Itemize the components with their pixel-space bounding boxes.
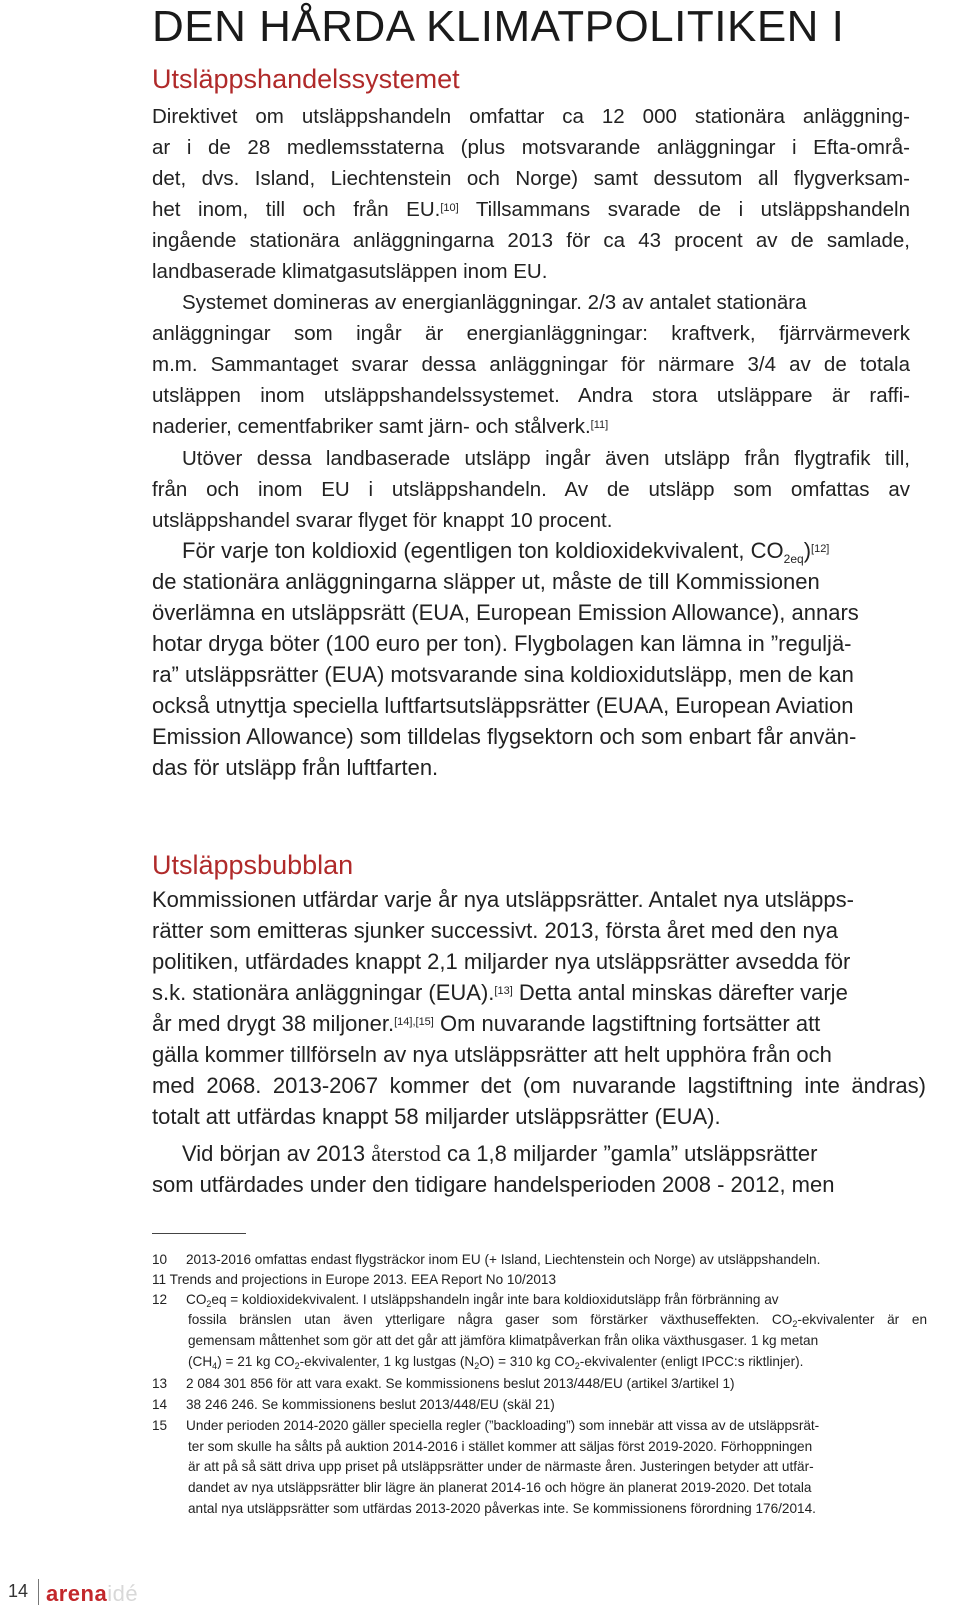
paragraph-line: het inom, till och från EU.[10] Tillsammans svarade de i utsläppshandeln bbox=[152, 198, 910, 221]
footnote-13: 13 2 084 301 856 för att vara exakt. Se kommissionens beslut 2013/448/EU (artikel 3/artikel 1) bbox=[152, 1376, 735, 1391]
paragraph-line: också utnyttja speciella luftfartsutsläppsrätter (EUAA, European Aviation bbox=[152, 693, 854, 718]
paragraph-line: från och inom EU i utsläppshandeln. Av de utsläpp som omfattas av bbox=[152, 478, 910, 501]
paragraph-line: ra” utsläppsrätter (EUA) motsvarande sina koldioxidutsläpp, men de kan bbox=[152, 662, 854, 687]
footnote-ref-10[interactable]: [10] bbox=[440, 202, 459, 214]
paragraph-line: das för utsläpp från luftfarten. bbox=[152, 755, 439, 780]
paragraph-line: som utfärdades under den tidigare handelsperioden 2008 - 2012, men bbox=[152, 1172, 835, 1197]
page-footer bbox=[0, 1575, 300, 1615]
footnote-15-line: dandet av nya utsläppsrätter blir lägre än planerat 2014-16 och högre än planerat 2019-2020. Det totala bbox=[188, 1480, 812, 1495]
paragraph-line: Vid början av 2013 återstod ca 1,8 miljarder ”gamla” utsläppsrätter bbox=[182, 1141, 818, 1166]
footnote-15-line: är att på så sätt driva upp priset på utsläppsrätter under de närmaste åren. Justeringen betyder att utfär- bbox=[188, 1459, 814, 1474]
footnote-ref-12[interactable]: [12] bbox=[811, 543, 830, 555]
section-heading-utslappshandelssystemet: Utsläppshandelssystemet bbox=[152, 64, 460, 94]
paragraph-line: naderier, cementfabriker samt järn- och stålverk.[11] bbox=[152, 415, 609, 438]
paragraph-line: ar i de 28 medlemsstaterna (plus motsvarande anläggningar i Efta-områ- bbox=[152, 136, 910, 159]
footnote-11: 11 Trends and projections in Europe 2013. EEA Report No 10/2013 bbox=[152, 1272, 557, 1287]
paragraph-line: Emission Allowance) som tilldelas flygsektorn och som enbart får använ- bbox=[152, 724, 857, 749]
footnote-12-line: $(CH_4) = 21$ kg $CO_2$-ekvivalenter, 1 kg lustgas $(N_2O) = 310$ kg $CO_2$-ekvivalenter (enligt IPCC:s riktlinjer). bbox=[188, 1354, 804, 1371]
footnote-15-line: antal nya utsläppsrätter som utfärdas 2013-2020 påverkas inte. Se kommissionens förordning 176/2014. bbox=[188, 1501, 816, 1516]
paragraph-line: För varje ton koldioxid (egentligen ton koldioxidekvivalent, $CO_{2eq})[12]$ bbox=[182, 538, 830, 566]
section-heading-utslappsbubblan: Utsläppsbubblan bbox=[152, 850, 354, 880]
paragraph-line: utsläppshandel svarar flyget för knappt 10 procent. bbox=[152, 509, 613, 532]
paragraph-line: Systemet domineras av energianläggningar. 2/3 av antalet stationära bbox=[182, 291, 807, 314]
paragraph-line: med 2068. 2013-2067 kommer det (om nuvarande lagstiftning inte ändras) bbox=[152, 1073, 926, 1098]
paragraph-line: år med drygt 38 miljoner.[14],[15] Om nuvarande lagstiftning fortsätter att bbox=[152, 1011, 821, 1036]
page-title: DEN HÅRDA KLIMATPOLITIKEN I bbox=[152, 2, 845, 51]
paragraph-line: totalt att utfärdas knappt 58 miljarder utsläppsrätter (EUA). bbox=[152, 1104, 721, 1129]
footnote-ref-13[interactable]: [13] bbox=[494, 985, 513, 997]
paragraph-line: gälla kommer tillförseln av nya utsläppsrätter att helt upphöra från och bbox=[152, 1042, 832, 1067]
footnote-ref-14-15[interactable]: [14],[15] bbox=[394, 1016, 434, 1028]
arenaide-logo: arenaidé bbox=[46, 1581, 139, 1606]
page-number: 14 bbox=[8, 1581, 29, 1601]
paragraph-line: politiken, utfärdades knappt 2,1 miljarder nya utsläppsrätter avsedda för bbox=[152, 949, 851, 974]
paragraph-line: utsläppen inom utsläppshandelssystemet. Andra stora utsläppare är raffi- bbox=[152, 384, 910, 407]
footnote-10: 10 2013-2016 omfattas endast flygsträckor inom EU (+ Island, Liechtenstein och Norge) av utsläppshandeln. bbox=[152, 1252, 821, 1267]
footnote-14: 14 38 246 246. Se kommissionens beslut 2013/448/EU (skäl 21) bbox=[152, 1397, 555, 1412]
footnote-15-line: ter som skulle ha sålts på auktion 2014-2016 i stället kommer att säljas först 2019-2020. Förhoppningen bbox=[188, 1439, 813, 1454]
paragraph-line: s.k. stationära anläggningar (EUA).[13] Detta antal minskas därefter varje bbox=[152, 980, 848, 1005]
paragraph-line: m.m. Sammantaget svarar dessa anläggningar för närmare 3/4 av de totala bbox=[152, 353, 910, 376]
paragraph-line: Direktivet om utsläppshandeln omfattar ca 12 000 stationära anläggning- bbox=[152, 105, 910, 128]
footnote-divider bbox=[152, 1233, 246, 1234]
paragraph-line: de stationära anläggningarna släpper ut, måste de till Kommissionen bbox=[152, 569, 820, 594]
paragraph-line: Kommissionen utfärdar varje år nya utsläppsrätter. Antalet nya utsläpps- bbox=[152, 887, 854, 912]
footer-divider bbox=[38, 1579, 39, 1605]
footnote-12: 12 $CO_2eq$ = koldioxidekvivalent. I utsläppshandeln ingår inte bara koldioxidutsläpp från förbränning av bbox=[152, 1292, 779, 1309]
paragraph-line: överlämna en utsläppsrätt (EUA, European Emission Allowance), annars bbox=[152, 600, 859, 625]
paragraph-line: ingående stationära anläggningarna 2013 för ca 43 procent av de samlade, bbox=[152, 229, 910, 252]
paragraph-line: det, dvs. Island, Liechtenstein och Norge) samt dessutom all flygverksam- bbox=[152, 167, 910, 190]
footnote-12-line: gemensam måttenhet som gör att det går att jämföra klimatpåverkan från olika växthusgaser. 1 kg metan bbox=[188, 1333, 819, 1348]
paragraph-line: landbaserade klimatgasutsläppen inom EU. bbox=[152, 260, 548, 283]
footnote-15: 15 Under perioden 2014-2020 gäller speciella regler (”backloading”) som innebär att vissa av de utsläppsrät- bbox=[152, 1418, 820, 1433]
footnote-ref-11[interactable]: [11] bbox=[590, 419, 609, 431]
footnote-12-line: fossila bränslen utan även ytterligare några gaser som förstärker växthuseffekten. $CO_2$-ekvivalenter är en bbox=[188, 1312, 928, 1329]
paragraph-line: rätter som emitteras sjunker successivt. 2013, första året med den nya bbox=[152, 918, 838, 943]
paragraph-line: Utöver dessa landbaserade utsläpp ingår även utsläpp från flygtrafik till, bbox=[182, 447, 910, 470]
paragraph-line: hotar dryga böter (100 euro per ton). Flygbolagen kan lämna in ”reguljä- bbox=[152, 631, 852, 656]
paragraph-line: anläggningar som ingår är energianläggningar: kraftverk, fjärrvärmeverk bbox=[152, 322, 910, 345]
